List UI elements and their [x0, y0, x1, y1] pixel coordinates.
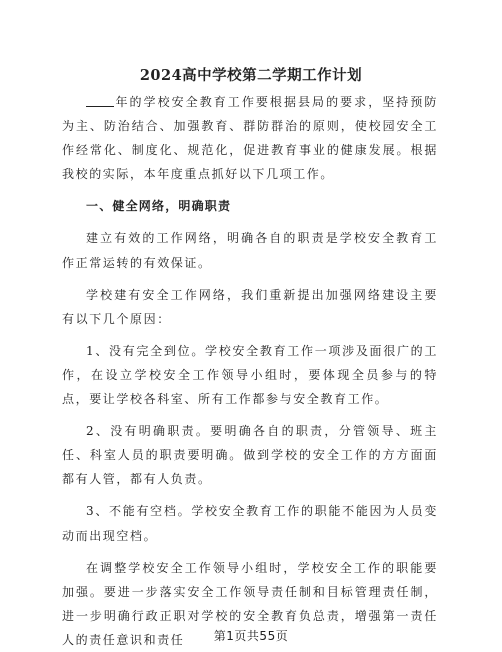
intro-text: 年的学校安全教育工作要根据县局的要求，坚持预防为主、防治结合、加强教育、群防群治的原则，使校园安全工作经常化、制度化、规范化，促进教育事业的健康发展。根据我校的实际，本年度重点抓好以下几项工作。 — [62, 95, 438, 182]
year-blank — [86, 94, 114, 107]
page-title: 2024高中学校第二学期工作计划 — [139, 67, 363, 84]
paragraph: 2、没有明确职责。要明确各自的职责，分管领导、班主任、科室人员的职责要明确。做到学校的安全工作的方方面面都有人管，都有人负责。 — [62, 424, 438, 487]
intro-paragraph — [62, 90, 438, 186]
section-heading: 一、健全网络，明确职责 — [86, 199, 232, 214]
paragraph: 1、没有完全到位。学校安全教育工作一项涉及面很广的工作，在设立学校安全工作领导小组时，要体现全员参与的特点，要让学校各科室、所有工作都参与安全教育工作。 — [62, 343, 438, 407]
paragraph: 学校建有安全工作网络，我们重新提出加强网络建设主要有以下几个原因： — [62, 287, 438, 326]
page-footer: 第1页共55页 — [213, 629, 289, 643]
paragraph: 建立有效的工作网络，明确各自的职责是学校安全教育工作正常运转的有效保证。 — [62, 231, 438, 270]
paragraph: 在调整学校安全工作领导小组时，学校安全工作的职能要加强。要进一步落实安全工作领导责任制和目标管理责任制，进一步明确行政正职对学校的安全教育负总责，增强第一责任人的责任意识和责任 — [62, 560, 438, 647]
document-body — [62, 90, 438, 652]
paragraph: 3、不能有空档。学校安全教育工作的职能不能因为人员变动而出现空档。 — [62, 504, 438, 543]
